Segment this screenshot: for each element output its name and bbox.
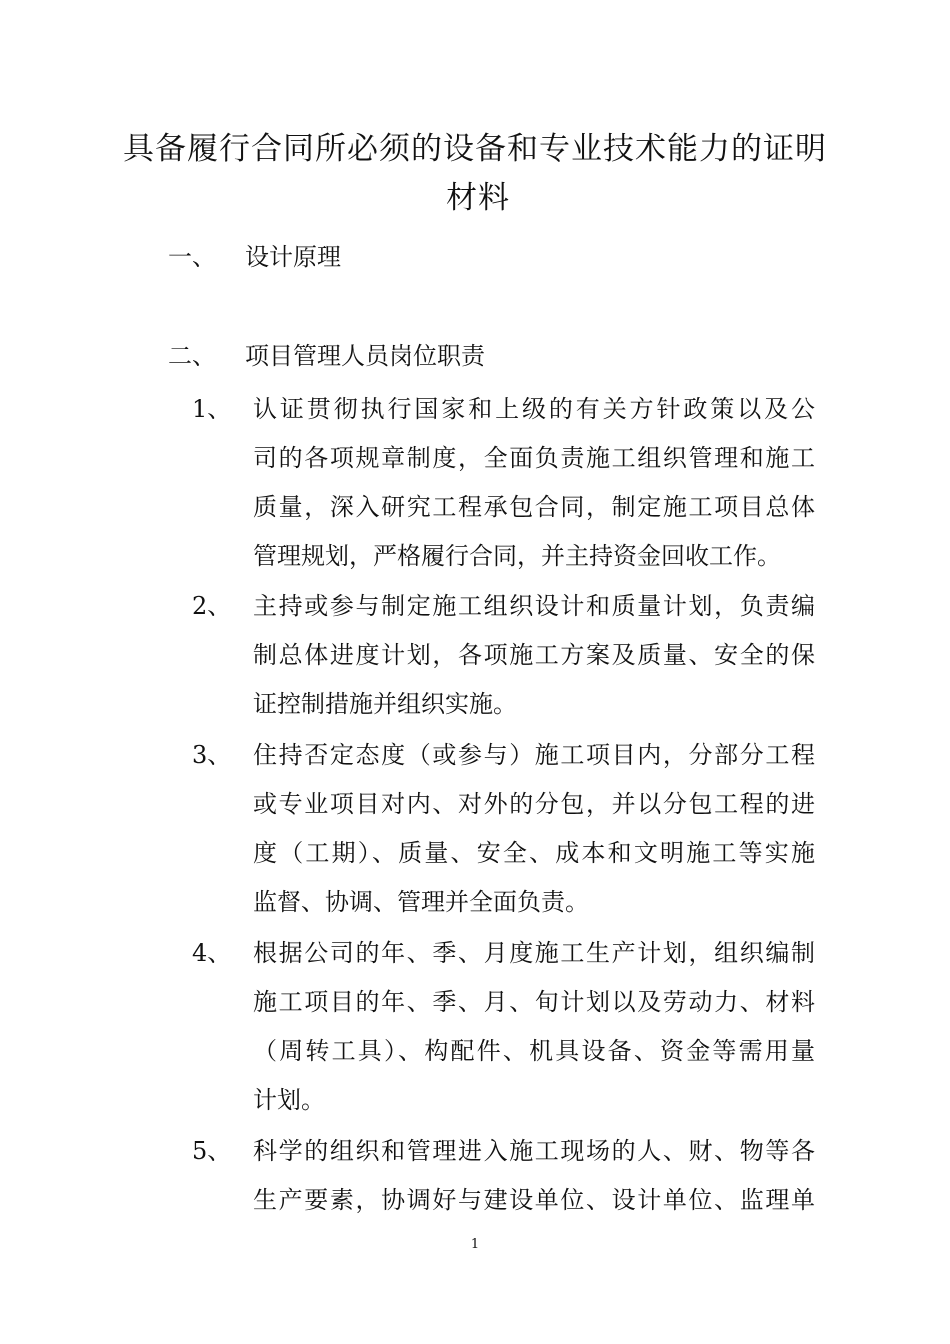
text-line: 证控制措施并组织实施。 — [253, 690, 517, 718]
text-line: 司的各项规章制度，全面负责施工组织管理和施工 — [253, 444, 815, 472]
text-line: 主持或参与制定施工组织设计和质量计划，负责编 — [253, 592, 815, 620]
list-item-number: 2、 — [192, 592, 232, 620]
text-line: 监督、协调、管理并全面负责。 — [253, 888, 589, 916]
section-label: 设计原理 — [245, 243, 341, 271]
document-title-line-1: 具备履行合同所必须的设备和专业技术能力的证明 — [123, 131, 827, 167]
list-item-number: 4、 — [192, 939, 232, 967]
text-line: 质量，深入研究工程承包合同，制定施工项目总体 — [253, 493, 815, 521]
text-line: 生产要素，协调好与建设单位、设计单位、监理单 — [253, 1186, 815, 1214]
section-heading-2 — [168, 342, 485, 370]
list-item-text — [253, 731, 815, 927]
text-line: 住持否定态度（或参与）施工项目内，分部分工程 — [253, 741, 815, 769]
text-line: 根据公司的年、季、月度施工生产计划，组织编制 — [253, 939, 815, 967]
list-item-text — [253, 1127, 815, 1225]
list-item-text — [253, 929, 815, 1125]
text-line: 管理规划，严格履行合同，并主持资金回收工作。 — [253, 542, 781, 570]
text-line: （周转工具）、构配件、机具设备、资金等需用量 — [253, 1037, 815, 1065]
text-line: 制总体进度计划，各项施工方案及质量、安全的保 — [253, 641, 815, 669]
section-number: 一、 — [168, 243, 216, 271]
section-heading-1 — [168, 243, 341, 271]
list-item-text — [253, 582, 815, 729]
list-item-text — [253, 385, 815, 581]
text-line: 计划。 — [253, 1086, 325, 1114]
text-line: 度（工期）、质量、安全、成本和文明施工等实施 — [253, 839, 815, 867]
list-item-number: 1、 — [192, 395, 232, 423]
list-item-number: 5、 — [192, 1137, 232, 1165]
text-line: 或专业项目对内、对外的分包，并以分包工程的进 — [253, 790, 815, 818]
document-title-line-2: 材料 — [446, 180, 510, 216]
section-label: 项目管理人员岗位职责 — [245, 342, 485, 370]
page-number: 1 — [470, 1237, 480, 1252]
text-line: 科学的组织和管理进入施工现场的人、财、物等各 — [253, 1137, 815, 1165]
section-number: 二、 — [168, 342, 216, 370]
list-item-number: 3、 — [192, 741, 232, 769]
text-line: 认证贯彻执行国家和上级的有关方针政策以及公 — [253, 395, 815, 423]
text-line: 施工项目的年、季、月、旬计划以及劳动力、材料 — [253, 988, 815, 1016]
